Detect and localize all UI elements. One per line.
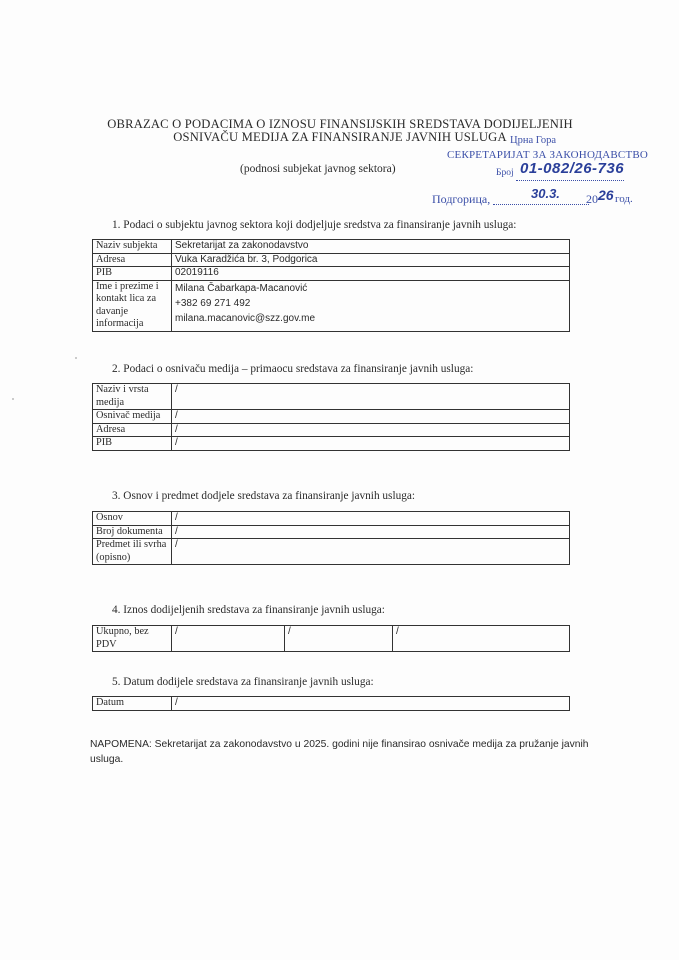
table-label: Adresa — [93, 423, 172, 437]
table-label: Ukupno, bez PDV — [93, 626, 172, 652]
table-value: Sekretarijat za zakonodavstvo — [172, 240, 570, 254]
table-value: / — [172, 697, 570, 711]
section5-table — [92, 696, 570, 711]
section3-heading: 3. Osnov i predmet dodjele sredstava za finansiranje javnih usluga: — [112, 490, 416, 502]
table-value: / — [172, 384, 570, 410]
stamp-date-handwritten: 30.3. — [531, 186, 560, 201]
stamp-office: СЕКРЕТАРИЈАТ ЗА ЗАКОНОДАВСТВО — [447, 149, 649, 161]
table-value: / — [172, 512, 570, 526]
stamp-country: Црна Гора — [510, 135, 557, 146]
contact-email: milana.macanovic@szz.gov.me — [175, 312, 316, 324]
stamp-date-line — [493, 204, 589, 205]
table-value: 02019116 — [172, 267, 570, 281]
section4-heading: 4. Iznos dodijeljenih sredstava za finansiranje javnih usluga: — [112, 604, 385, 616]
table-label: Datum — [93, 697, 172, 711]
table-row — [93, 539, 570, 565]
table-row — [93, 267, 570, 281]
table-label: Adresa — [93, 253, 172, 267]
table-value: / — [172, 626, 285, 652]
stamp-place-label: Подгорица, — [432, 192, 491, 206]
table-value: / — [172, 423, 570, 437]
section5-heading: 5. Datum dodijele sredstava za finansiranje javnih usluga: — [112, 676, 374, 688]
table-row — [93, 253, 570, 267]
section1-table — [92, 239, 570, 332]
table-value: Vuka Karadžića br. 3, Podgorica — [172, 253, 570, 267]
stamp-number-handwritten: 01-082/26-736 — [520, 160, 625, 177]
form-title-line2: OSNIVAČU MEDIJA ZA FINANSIRANJE JAVNIH USLUGA — [173, 130, 507, 144]
table-label: Broj dokumenta — [93, 525, 172, 539]
table-label: PIB — [93, 437, 172, 451]
table-row — [93, 240, 570, 254]
table-label: Ime i prezime i kontakt lica za davanje informacija — [93, 280, 172, 331]
table-row — [93, 697, 570, 711]
scan-speck — [12, 398, 14, 400]
table-label: PIB — [93, 267, 172, 281]
stamp-number-label: Број — [496, 168, 514, 178]
table-row — [93, 410, 570, 424]
table-row — [93, 512, 570, 526]
table-value: / — [172, 539, 570, 565]
contact-phone: +382 69 271 492 — [175, 297, 251, 309]
contact-name: Milana Čabarkapa-Macanović — [175, 282, 308, 294]
table-row — [93, 525, 570, 539]
table-row — [93, 437, 570, 451]
note-text: NAPOMENA: Sekretarijat za zakonodavstvo u 2025. godini nije finansirao osnivače medija za pružanje javnih usluga. — [90, 739, 589, 765]
table-row — [93, 626, 570, 652]
section3-table — [92, 511, 570, 565]
section2-heading: 2. Podaci o osnivaču medija – primaocu sredstava za finansiranje javnih usluga: — [112, 363, 474, 375]
stamp-year-handwritten: 26 — [598, 187, 614, 203]
section1-heading: 1. Podaci o subjektu javnog sektora koji dodjeljuje sredstva za finansiranje javnih usluga: — [112, 219, 517, 231]
section4-table — [92, 625, 570, 652]
table-label: Naziv i vrsta medija — [93, 384, 172, 410]
table-label: Osnov — [93, 512, 172, 526]
table-row — [93, 423, 570, 437]
table-value — [172, 280, 570, 331]
table-row — [93, 280, 570, 331]
stamp-year-prefix: 20 — [586, 192, 598, 206]
scan-speck — [75, 357, 77, 359]
stamp-number-line — [516, 180, 624, 181]
table-value: / — [285, 626, 393, 652]
table-label: Naziv subjekta — [93, 240, 172, 254]
table-value: / — [172, 410, 570, 424]
form-title-line1: OBRAZAC O PODACIMA O IZNOSU FINANSIJSKIH SREDSTAVA DODIJELJENIH — [107, 117, 573, 131]
section2-table — [92, 383, 570, 451]
table-value: / — [172, 437, 570, 451]
stamp-year-suffix: год. — [615, 193, 633, 205]
table-value: / — [393, 626, 570, 652]
table-value: / — [172, 525, 570, 539]
table-row — [93, 384, 570, 410]
form-subtitle: (podnosi subjekat javnog sektora) — [240, 163, 396, 175]
table-label: Osnivač medija — [93, 410, 172, 424]
table-label: Predmet ili svrha (opisno) — [93, 539, 172, 565]
